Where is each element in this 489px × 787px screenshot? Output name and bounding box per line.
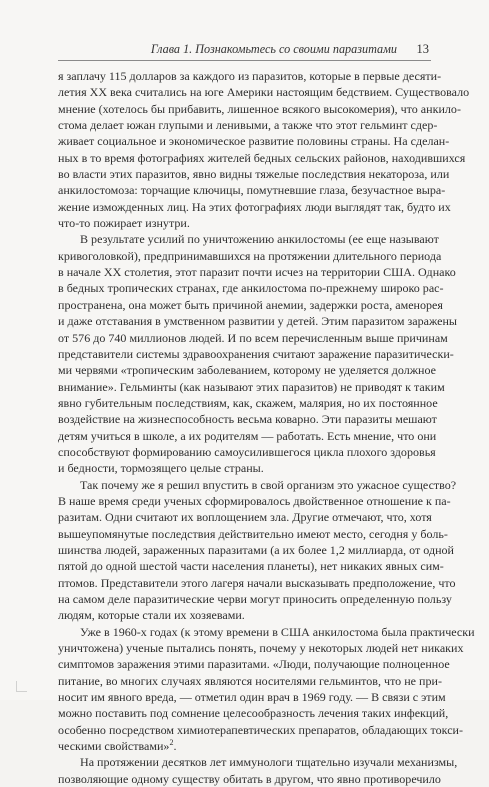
footnote-ref[interactable]: 2 [169, 738, 174, 748]
paragraph [58, 624, 475, 755]
text-line: от 576 до 740 миллионов людей. И по всем перечисленным выше причинам [58, 330, 448, 345]
text-line: птомов. Представители этого лагеря начали высказывать предположение, что [58, 575, 456, 590]
text-line: стома делает южан глупыми и ленивыми, а также что этот гельминт сдер- [58, 118, 438, 133]
text-line: разитам. Одни считают их воплощением зла. Другие отмечают, что, хотя [58, 510, 432, 525]
paragraph [58, 754, 458, 787]
text-line: вышеупомянутые последствия действительно имеют место, сегодня у боль- [58, 526, 448, 541]
text-line: что-то пожирает изнутри. [58, 216, 190, 231]
text-line: на самом деле паразитические черви могут приносить определенную пользу [58, 592, 452, 606]
text-line: явно губительным последствиям, как, скажем, малярия, но их постоянное [58, 395, 438, 410]
text-line: способствуют формированию самоусилившегося цикла плохого здоровья [58, 444, 436, 459]
text-line: детям учиться в школе, а их родителям — работать. Есть мнение, что они [58, 428, 437, 443]
text-line: особенно посредством химиотерапевтических препаратов, обладающих токси- [58, 722, 463, 737]
text-line: внимание». Гельминты (как называют этих паразитов) не приводят к таким [58, 379, 445, 394]
text-line: ческими свойствами»$^2$. [58, 738, 177, 754]
text-line: мнение (хотелось бы прибавить, лишенное всякого высокомерия), что анкило- [58, 101, 461, 116]
text-line: воздействие на жизнеспособность весьма коварно. Эти паразиты мешают [58, 412, 437, 427]
page-number: 13 [416, 42, 429, 56]
text-line: позволяющие одному существу обитать в другом, что явно противоречило [58, 771, 441, 786]
paragraph [58, 68, 470, 231]
text-line: я заплачу 115 долларов за каждого из паразитов, которые в первые десяти- [58, 69, 442, 83]
text-line: Так почему же я решил впустить в свой организм это ужасное существо? [80, 477, 457, 492]
text-line: кривоголовкой), предпринимавшихся на протяжении длительного периода [58, 248, 442, 263]
text-line: в бедных тропических странах, где анкилостома по-прежнему широко рас- [58, 281, 444, 296]
text-line: представители системы здравоохранения считают заражение паразитически- [58, 346, 454, 361]
paragraph [58, 477, 457, 624]
text-line: ных в то время фотографиях жителей бедных сельских районов, находившихся [58, 150, 466, 165]
text-line: Уже в 1960-х годах (к этому времени в США анкилостома была практически [80, 624, 475, 639]
text-line: пространена, она может быть причиной анемии, задержки роста, аменорея [58, 297, 443, 312]
page-header [0, 42, 489, 62]
running-head: Глава 1. Познакомьтесь со своими паразитами [150, 42, 397, 56]
text-line: На протяжении десятков лет иммунологи тщательно изучали механизмы, [80, 755, 458, 770]
text-line: в начале XX столетия, этот паразит почти исчез на территории США. Однако [58, 265, 456, 280]
text-line: летия XX века считались на юге Америки настоящим бедствием. Существовало [58, 85, 470, 100]
text-line: В наше время среди ученых сформировалось двойственное отношение к па- [58, 493, 451, 508]
text-line: симптомов заражения этими паразитами. «Люди, получающие полноценное [58, 657, 450, 672]
text-line: шинства людей, зараженных паразитами (а их более 1,2 миллиарда, от одной [58, 542, 454, 557]
text-line: пятой до одной шестой части населения планеты), нет никаких явных сим- [58, 559, 444, 574]
text-line: уничтожена) ученые пытались понять, почему у некоторых людей нет никаких [58, 641, 464, 656]
body-text [58, 68, 475, 787]
text-line: и даже отставания в умственном развитии у детей. Этим паразитом заражены [58, 314, 458, 329]
crop-mark [16, 681, 27, 692]
text-line: жение изможденных лиц. На этих фотографиях люди выглядят так, будто их [58, 199, 451, 214]
text-line: во власти этих паразитов, явно видны тяжелые последствия некаторозa, или [58, 167, 450, 182]
text-line: В результате усилий по уничтожению анкилостомы (ее еще называют [80, 232, 439, 247]
text-line: живает социальное и экономическое развитие половины страны. На сделан- [58, 134, 450, 149]
text-line: ми червями «тропическим заболеванием, которому не уделяется должное [58, 363, 437, 378]
text-line: и бедности, тормозящего целые страны. [58, 461, 264, 476]
text-line: питание, во многих случаях являются носителями гельминтов, что не при- [58, 673, 442, 688]
text-line: носит им явного вреда, — отметил один врач в 1969 году. — В связи с этим [58, 690, 446, 705]
header-rule [58, 60, 431, 61]
text-line: можно поставить под сомнение целесообразность лечения таких инфекций, [58, 706, 449, 721]
paragraph [58, 231, 458, 476]
text-line: анкилостомоза: торчащие ключицы, помутневшие глаза, безучастное выра- [58, 183, 446, 198]
text-line: людям, которые стали их хозяевами. [58, 608, 245, 623]
